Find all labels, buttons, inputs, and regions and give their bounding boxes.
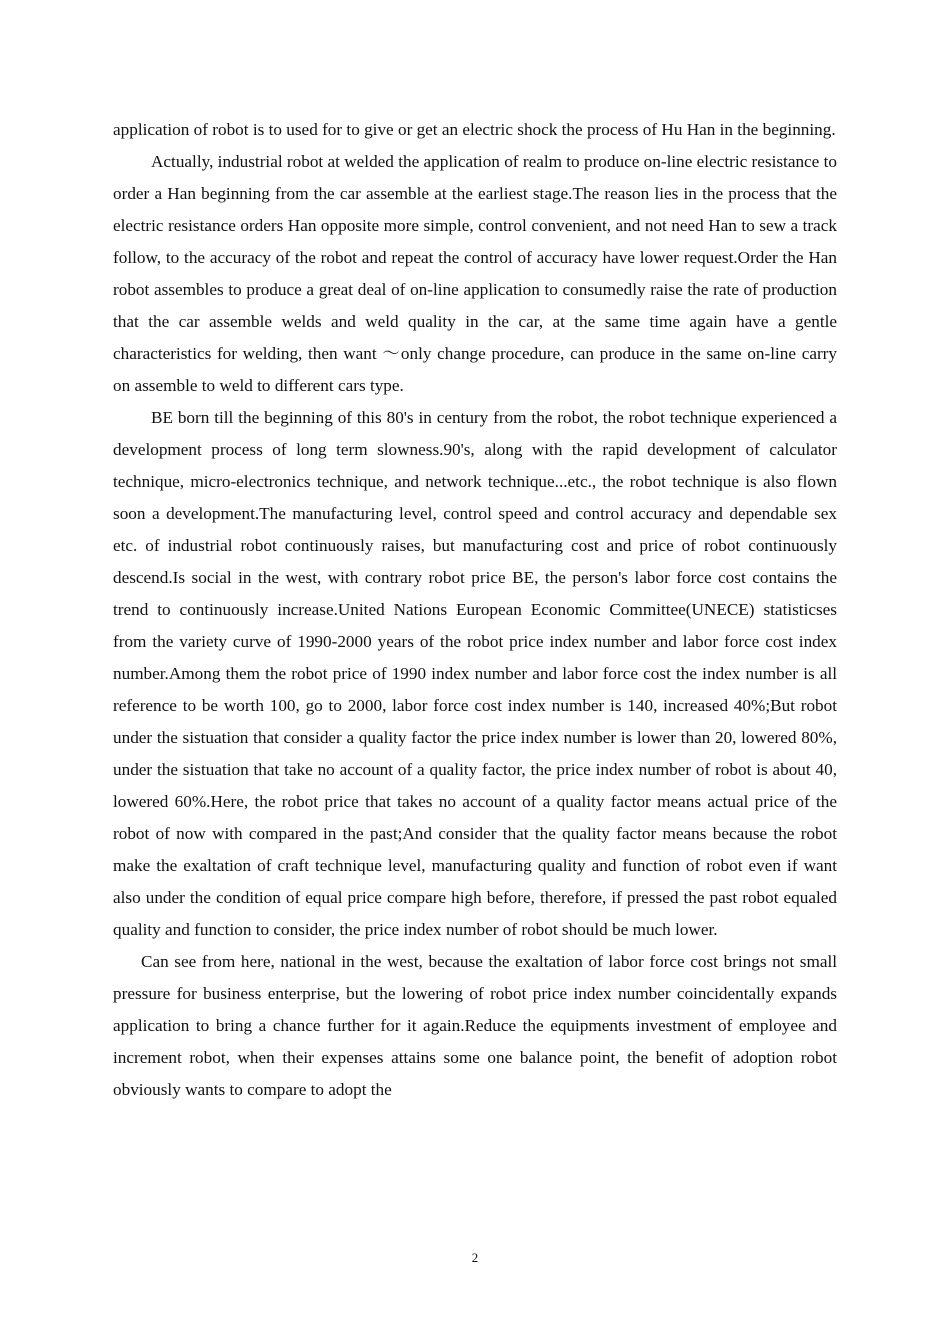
page-number: 2 (471, 1250, 479, 1265)
paragraph-1: application of robot is to used for to give or get an electric shock the process of Hu Han in the beginning. (113, 120, 836, 139)
paragraph-3: BE born till the beginning of this 80's in century from the robot, the robot technique experienced a development process of long term slowness.90's, along with the rapid development of calculator technique, micro-electronics technique, and network technique...etc., the robot technique is also flown soon a development.The manufacturing level, control speed and control accuracy and dependable sex etc. of industrial robot continuously raises, but manufacturing cost and price of robot continuously descend.Is social in the west, with contrary robot price BE, the person's labor force cost contains the trend to continuously increase.United Nations European Economic Committee(UNECE) statisticses from the variety curve of 1990-2000 years of the robot price index number and labor force cost index number.Among them the robot price of 1990 index number and labor force cost the index number is all reference to be worth 100, go to 2000, labor force cost index number is 140, increased 40%;But robot under the sistuation that consider a quality factor the price index number is lower than 20, lowered 80%, under the sistuation that take no account of a quality factor, the price index number of robot is about 40, lowered 60%.Here, the robot price that takes no account of a quality factor means actual price of the robot of now with compared in the past;And consider that the quality factor means because the robot make the exaltation of craft technique level, manufacturing quality and function of robot even if want also under the condition of equal price compare high before, therefore, if pressed the past robot equaled quality and function to consider, the price index number of robot should be much lower. (113, 408, 837, 939)
paragraph-4: Can see from here, national in the west, because the exaltation of labor force cost brings not small pressure for business enterprise, but the lowering of robot price index number coincidentally expands application to bring a chance further for it again.Reduce the equipments investment of employee and increment robot, when their expenses attains some one balance point, the benefit of adoption robot obviously wants to compare to adopt the (113, 952, 837, 1099)
body-text (113, 114, 837, 1106)
paragraph-2: Actually, industrial robot at welded the application of realm to produce on-line electric resistance to order a Han beginning from the car assemble at the earliest stage.The reason lies in the process that the electric resistance orders Han opposite more simple, control convenient, and not need Han to sew a track follow, to the accuracy of the robot and repeat the control of accuracy have lower request.Order the Han robot assembles to produce a great deal of on-line application to consumedly raise the rate of production that the car assemble welds and weld quality in the car, at the same time again have a gentle characteristics for welding, then want ～only change procedure, can produce in the same on-line carry on assemble to weld to different cars type. (113, 152, 837, 395)
